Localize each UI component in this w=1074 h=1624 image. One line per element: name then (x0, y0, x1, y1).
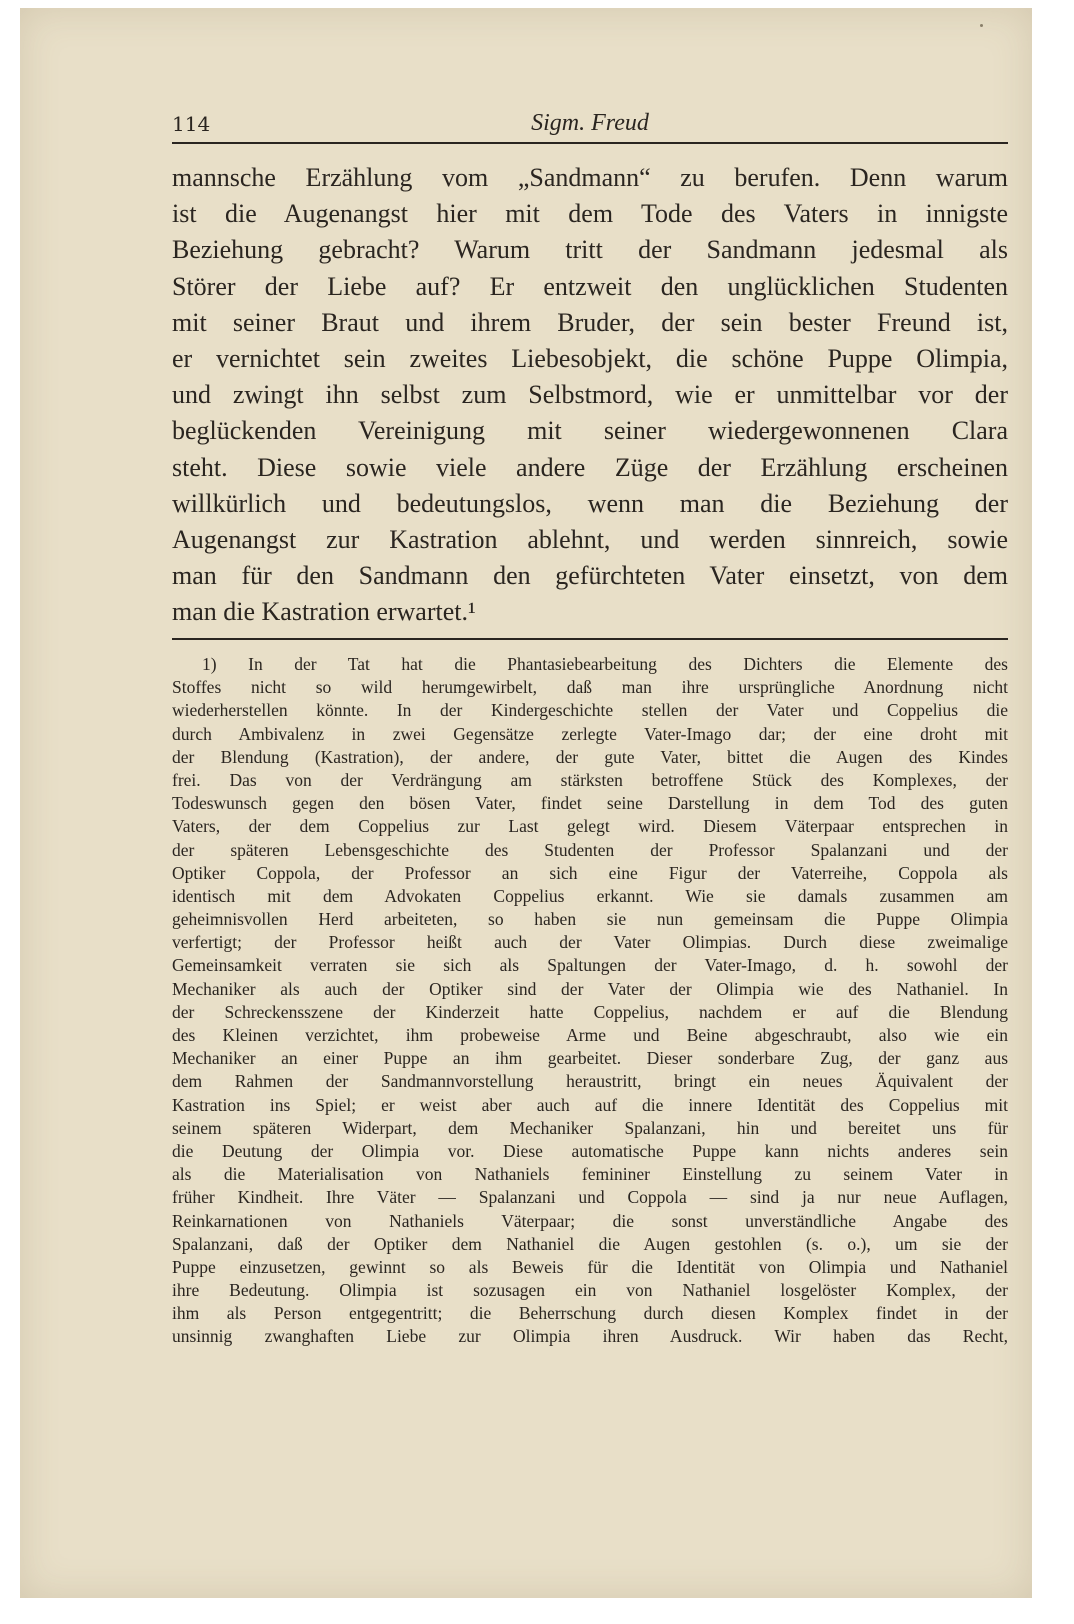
footnote-line: unsinnig zwanghaften Liebe zur Olimpia ihren Ausdruck. Wir haben das Recht, (172, 1326, 1008, 1347)
footnote-line: verfertigt; der Professor heißt auch der Vater Olimpias. Durch diese zweimalige (172, 932, 1008, 953)
footnote-line: frei. Das von der Verdrängung am stärksten betroffene Stück des Komplexes, der (172, 769, 1008, 790)
main-text-line: beglückenden Vereinigung mit seiner wiedergewonnenen Clara (172, 416, 1008, 446)
footnote-line: dem Rahmen der Sandmannvorstellung heraustritt, bringt ein neues Äquivalent der (172, 1071, 1008, 1092)
footnote-line: seinem späteren Widerpart, dem Mechaniker Spalanzani, hin und bereitet uns für (172, 1117, 1008, 1138)
main-text-line: Beziehung gebracht? Warum tritt der Sandmann jedesmal als (172, 235, 1008, 265)
footnote-line: Kastration ins Spiel; er weist aber auch auf die innere Identität des Coppelius mit (172, 1094, 1008, 1115)
footnote-divider (172, 638, 1008, 640)
footnote-line: durch Ambivalenz in zwei Gegensätze zerlegte Vater-Imago dar; der eine droht mit (172, 723, 1008, 744)
main-text-line: er vernichtet sein zweites Liebesobjekt, die schöne Puppe Olimpia, (172, 343, 1008, 373)
footnote-line: 1) In der Tat hat die Phantasiebearbeitung des Dichters die Elemente des (202, 654, 1008, 674)
running-head-author: Sigm. Freud (531, 110, 649, 136)
page-number: 114 (172, 112, 211, 136)
footnote-line: Vaters, der dem Coppelius zur Last gelegt wird. Diesem Väterpaar entsprechen in (172, 816, 1008, 837)
main-text-line: Störer der Liebe auf? Er entzweit den unglücklichen Studenten (172, 271, 1008, 301)
footnote-line: ihre Bedeutung. Olimpia ist sozusagen ein von Nathaniel losgelöster Komplex, der (172, 1280, 1008, 1301)
footnote-line: Optiker Coppola, der Professor an sich eine Figur der Vaterreihe, Coppola als (172, 862, 1008, 883)
footnote-line: Todeswunsch gegen den bösen Vater, findet seine Darstellung in dem Tod des guten (172, 793, 1008, 814)
footnote-line: geheimnisvollen Herd arbeiteten, so haben sie nun gemeinsam die Puppe Olimpia (172, 909, 1008, 930)
book-page (20, 8, 1032, 1598)
main-text-line: steht. Diese sowie viele andere Züge der Erzählung erscheinen (172, 452, 1008, 482)
footnote-line: Spalanzani, daß der Optiker dem Nathaniel die Augen gestohlen (s. o.), um sie der (172, 1233, 1008, 1254)
footnote-line: früher Kindheit. Ihre Väter — Spalanzani und Coppola — sind ja nur neue Auflagen, (172, 1187, 1008, 1208)
footnote-line: Reinkarnationen von Nathaniels Väterpaar; die sonst unverständliche Angabe des (172, 1210, 1008, 1231)
footnote-line: der Blendung (Kastration), der andere, der gute Vater, bittet die Augen des Kindes (172, 746, 1008, 767)
footnote-line: Stoffes nicht so wild herumgewirbelt, daß man ihre ursprüngliche Anordnung nicht (172, 677, 1008, 698)
footnote-line: Mechaniker an einer Puppe an ihm gearbeitet. Dieser sonderbare Zug, der ganz aus (172, 1048, 1008, 1069)
footnote-line: der Schreckensszene der Kinderzeit hatte Coppelius, nachdem er auf die Blendung (172, 1001, 1008, 1022)
paper-speck (980, 24, 983, 27)
footnote-line: die Deutung der Olimpia vor. Diese automatische Puppe kann nichts anderes sein (172, 1140, 1008, 1161)
main-text (172, 160, 1008, 630)
footnote-line: des Kleinen verzichtet, ihm probeweise Arme und Beine abgeschraubt, also wie ein (172, 1025, 1008, 1045)
main-text-line: mit seiner Braut und ihrem Bruder, der sein bester Freund ist, (172, 307, 1008, 337)
main-text-line: ist die Augenangst hier mit dem Tode des Vaters in innigste (172, 199, 1008, 229)
footnote-line: wiederherstellen könnte. In der Kindergeschichte stellen der Vater und Coppelius die (172, 700, 1008, 721)
footnote (172, 653, 1008, 1349)
running-head (172, 108, 1008, 144)
footnote-line: identisch mit dem Advokaten Coppelius erkannt. Wie sie damals zusammen am (172, 885, 1008, 906)
main-text-line: willkürlich und bedeutungslos, wenn man die Beziehung der (172, 488, 1008, 518)
footnote-line: als die Materialisation von Nathaniels femininer Einstellung zu seinem Vater in (172, 1164, 1008, 1185)
footnote-line: der späteren Lebensgeschichte des Studenten der Professor Spalanzani und der (172, 839, 1008, 860)
main-text-line: mannsche Erzählung vom „Sandmann“ zu berufen. Denn warum (172, 163, 1008, 192)
footnote-line: Mechaniker als auch der Optiker sind der Vater der Olimpia wie des Nathaniel. In (172, 978, 1008, 999)
main-text-line: und zwingt ihn selbst zum Selbstmord, wie er unmittelbar vor der (172, 380, 1008, 410)
footnote-line: Gemeinsamkeit verraten sie sich als Spaltungen der Vater-Imago, d. h. sowohl der (172, 955, 1008, 976)
main-text-line: man für den Sandmann den gefürchteten Vater einsetzt, von dem (172, 561, 1008, 591)
main-text-line: Augenangst zur Kastration ablehnt, und werden sinnreich, sowie (172, 524, 1008, 554)
footnote-line: Puppe einzusetzen, gewinnt so als Beweis für die Identität von Olimpia und Nathaniel (172, 1256, 1008, 1277)
main-text-line: man die Kastration erwartet.¹ (172, 597, 476, 627)
footnote-line: ihm als Person entgegentritt; die Beherrschung durch diesen Komplex findet in der (172, 1303, 1008, 1324)
